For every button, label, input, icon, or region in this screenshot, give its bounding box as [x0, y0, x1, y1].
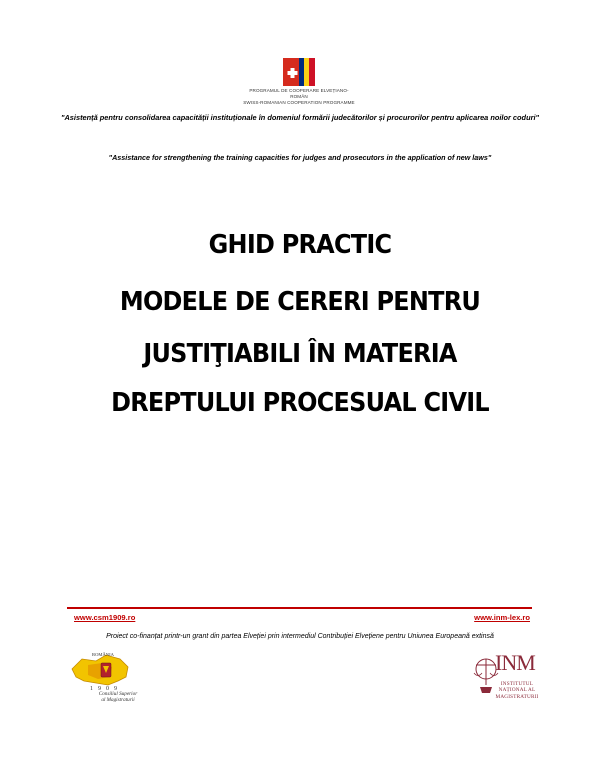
- footer-divider: [67, 607, 532, 609]
- swiss-romanian-flag-icon: [283, 58, 315, 86]
- csm-logo-top-text: ROMÂNIA: [92, 652, 114, 657]
- project-title-romanian: "Asistență pentru consolidarea capacității instituționale în domeniul formării judecătorilor și procurorilor pentru aplicarea noilor coduri": [60, 113, 540, 122]
- swiss-romanian-logo: [243, 58, 355, 106]
- document-title-line2: MODELE DE CERERI PENTRU: [119, 287, 481, 317]
- csm-logo-caption: [68, 691, 168, 703]
- csm-caption-line1: Consiliul Superior: [98, 691, 138, 697]
- inm-caption-line2: NAȚIONAL AL: [498, 687, 536, 694]
- csm-website-link[interactable]: www.csm1909.ro: [74, 613, 136, 622]
- csm-logo-year: 1909: [90, 686, 122, 692]
- logo-caption-line1: PROGRAMUL DE COOPERARE ELVEȚIANO-ROMÂN: [249, 88, 349, 99]
- project-title-english: "Assistance for strengthening the training capacities for judges and prosecutors in the application of new laws": [108, 153, 492, 162]
- document-title-line4: DREPTULUI PROCESUAL CIVIL: [111, 388, 489, 418]
- document-title-line1: GHID PRACTIC: [208, 230, 392, 260]
- inm-logo-caption: [488, 681, 546, 700]
- csm-logo-icon: [68, 651, 146, 713]
- inm-website-link[interactable]: www.inm-lex.ro: [474, 613, 530, 622]
- document-title-line3: JUSTIŢIABILI ÎN MATERIA: [143, 339, 457, 369]
- csm-caption-line2: al Magistraturii: [101, 697, 135, 703]
- funding-statement: Proiect co-finanțat printr-un grant din partea Elveției prin intermediul Contribuției Elvețiene pentru Uniunea Europeană extinsă: [106, 633, 494, 640]
- inm-caption-line1: INSTITUTUL: [500, 681, 534, 687]
- inm-caption-line3: MAGISTRATURII: [495, 693, 539, 700]
- logo-caption-line2: SWISS-ROMANIAN COOPERATION PROGRAMME: [243, 100, 355, 105]
- inm-logo-letters: INM: [495, 650, 535, 675]
